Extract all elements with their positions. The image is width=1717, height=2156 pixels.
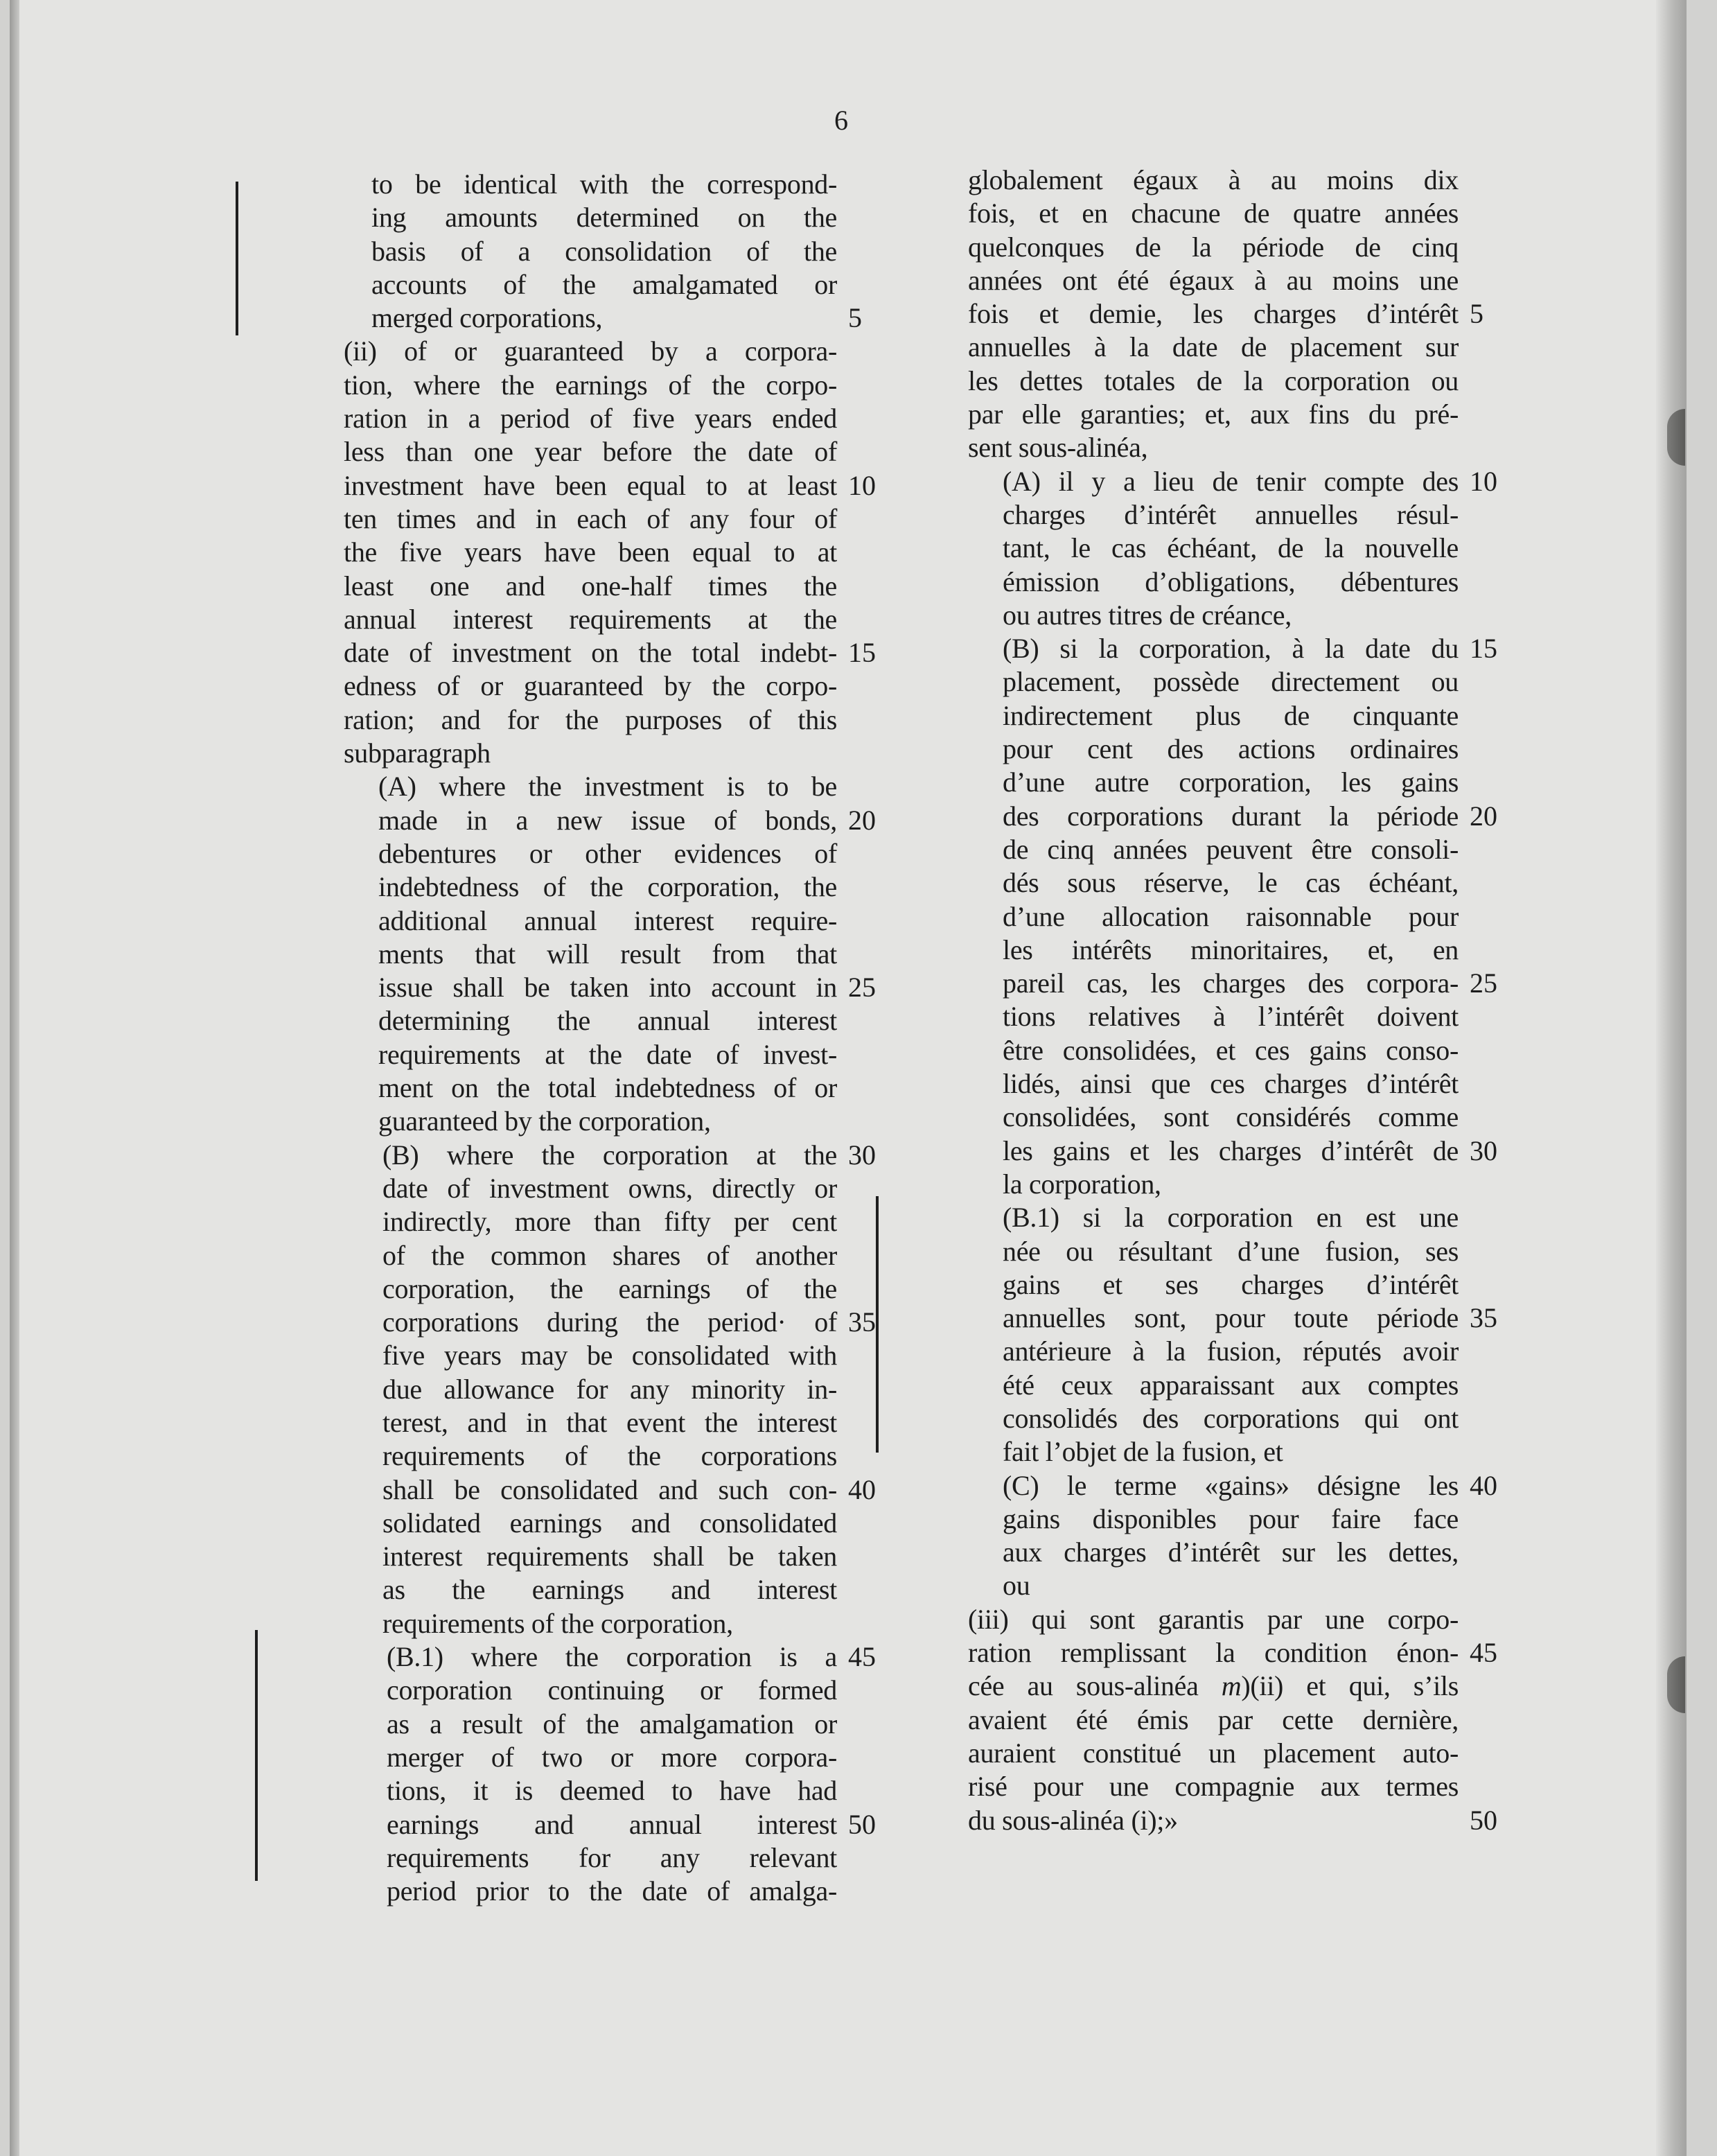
english-text-line: merged corporations, [371,302,603,334]
english-text-line: issue shall be taken into account in [378,972,837,1003]
french-text-line: du sous-alinéa (i);» [968,1804,1178,1836]
french-text-line: quelconques de la période de cinq [968,231,1459,263]
french-line-number: 5 [1470,298,1483,330]
english-text-line: ments that will result from that [378,938,837,970]
french-text-line: placement, possède directement ou [1003,666,1459,698]
revision-bar-left-top [236,182,238,335]
page-number: 6 [834,105,848,136]
english-text-line: ment on the total indebtedness of or [378,1072,837,1104]
english-line-number: 10 [848,469,876,501]
french-text-line: gains disponibles pour faire face [1003,1502,1459,1534]
french-text-line: d’une autre corporation, les gains [1003,766,1459,798]
english-text-line: solidated earnings and consolidated [382,1507,837,1539]
french-text-line: (iii) qui sont garantis par une corpo- [968,1603,1459,1635]
french-text-line: des corporations durant la période [1003,800,1459,832]
french-text-line: de cinq années peuvent être consoli- [1003,833,1459,865]
french-text-line: consolidés des corporations qui ont [1003,1402,1459,1434]
english-line-number: 30 [848,1139,876,1171]
english-line-number: 5 [848,302,862,334]
english-line-number: 45 [848,1641,876,1673]
french-text-line: ou autres titres de créance, [1003,599,1292,631]
english-line-number: 25 [848,972,876,1003]
french-text-line: fois, et en chacune de quatre années [968,198,1459,229]
french-line-number: 30 [1470,1134,1497,1166]
french-text-line: les gains et les charges d’intérêt de [1003,1134,1459,1166]
english-text-line: corporation, the earnings of the [382,1272,837,1304]
english-text-line: additional annual interest require- [378,904,837,936]
french-text-line: pour cent des actions ordinaires [1003,733,1459,765]
english-text-line: made in a new issue of bonds, [378,804,837,836]
french-text-line: avaient été émis par cette dernière, [968,1703,1459,1735]
french-text-line: lidés, ainsi que ces charges d’intérêt [1003,1068,1459,1100]
english-text-line: as the earnings and interest [382,1574,837,1606]
french-text-line: cée au sous-alinéa m)(ii) et qui, s’ils [968,1670,1459,1702]
punch-hole-top [1667,409,1685,466]
english-text-line: subparagraph [344,737,491,769]
french-line-number: 45 [1470,1637,1497,1669]
french-text-line: globalement égaux à au moins dix [968,164,1459,195]
french-text-line: charges d’intérêt annuelles résul- [1003,498,1459,530]
english-text-line: the five years have been equal to at [344,536,837,568]
french-line-number: 40 [1470,1469,1497,1501]
english-text-line: edness of or guaranteed by the corpo- [344,670,837,702]
english-text-line: corporations during the period· of [382,1306,837,1338]
english-text-line: (A) where the investment is to be [378,771,837,803]
document-page [10,0,1687,2156]
english-line-number: 40 [848,1473,876,1505]
french-text-line: par elle garanties; et, aux fins du pré- [968,398,1459,430]
french-line-number: 15 [1470,633,1497,665]
french-text-line: ration remplissant la condition énon- [968,1637,1459,1669]
english-text-line: indebtedness of the corporation, the [378,871,837,903]
english-line-number: 50 [848,1808,876,1840]
french-text-line: (B) si la corporation, à la date du [1003,633,1459,665]
english-text-line: requirements at the date of invest- [378,1038,837,1070]
french-text-line: les intérêts minoritaires, et, en [1003,934,1459,965]
french-text-line: sent sous-alinéa, [968,432,1148,464]
french-text-line: gains et ses charges d’intérêt [1003,1268,1459,1300]
french-text-line: pareil cas, les charges des corpora- [1003,967,1459,999]
english-text-line: basis of a consolidation of the [371,235,837,267]
english-text-line: (ii) of or guaranteed by a corpora- [344,335,837,367]
english-text-line: shall be consolidated and such con- [382,1473,837,1505]
english-text-line: debentures or other evidences of [378,837,837,869]
french-text-line: née ou résultant d’une fusion, ses [1003,1235,1459,1267]
french-text-line: tions relatives à l’intérêt doivent [1003,1001,1459,1033]
binder-edge [1656,0,1687,2156]
english-text-line: date of investment owns, directly or [382,1172,837,1204]
revision-bar-left-bottom [255,1630,258,1881]
french-text-line: indirectement plus de cinquante [1003,699,1459,731]
english-text-line: tion, where the earnings of the corpo- [344,369,837,401]
english-text-line: tions, it is deemed to have had [387,1775,837,1807]
french-text-line: risé pour une compagnie aux termes [968,1771,1459,1803]
french-line-number: 10 [1470,465,1497,497]
english-line-number: 35 [848,1306,876,1338]
french-text-line: années ont été égaux à au moins une [968,264,1459,296]
english-column [344,168,876,1908]
french-text-line: ou [1003,1570,1030,1602]
punch-hole-bottom [1667,1656,1685,1713]
page-edge-shadow [10,0,19,2156]
french-text-line: consolidées, sont considérés comme [1003,1101,1459,1133]
french-text-line: été ceux apparaissant aux comptes [1003,1369,1459,1401]
french-text-line: fait l’objet de la fusion, et [1003,1436,1283,1468]
french-text-line: antérieure à la fusion, réputés avoir [1003,1335,1459,1367]
english-text-line: interest requirements shall be taken [382,1541,837,1572]
french-text-line: les dettes totales de la corporation ou [968,365,1459,396]
french-text-line: (C) le terme «gains» désigne les [1003,1469,1459,1501]
english-text-line: ing amounts determined on the [371,202,837,234]
english-text-line: date of investment on the total indebt- [344,637,837,669]
english-text-line: investment have been equal to at least [344,469,837,501]
french-text-line: aux charges d’intérêt sur les dettes, [1003,1536,1459,1568]
english-text-line: ration; and for the purposes of this [344,703,837,735]
english-text-line: as a result of the amalgamation or [387,1708,837,1739]
english-text-line: guaranteed by the corporation, [378,1105,711,1137]
french-column [968,164,1497,1837]
french-line-number: 25 [1470,967,1497,999]
french-line-number: 20 [1470,800,1497,832]
english-text-line: period prior to the date of amalga- [387,1875,837,1907]
french-text-line: auraient constitué un placement auto- [968,1737,1459,1769]
english-text-line: (B) where the corporation at the [382,1139,837,1171]
english-text-line: least one and one-half times the [344,570,837,602]
french-text-line: (A) il y a lieu de tenir compte des [1003,465,1459,497]
english-text-line: earnings and annual interest [387,1808,837,1840]
english-text-line: indirectly, more than fifty per cent [382,1206,837,1238]
english-text-line: merger of two or more corpora- [387,1741,837,1773]
english-text-line: annual interest requirements at the [344,603,837,635]
french-text-line: d’une allocation raisonnable pour [1003,900,1459,932]
french-text-line: être consolidées, et ces gains conso- [1003,1034,1459,1066]
french-text-line: tant, le cas échéant, de la nouvelle [1003,532,1459,564]
english-text-line: less than one year before the date of [344,436,837,468]
english-text-line: requirements for any relevant [387,1841,837,1873]
french-text-line: annuelles sont, pour toute période [1003,1302,1459,1334]
english-text-line: accounts of the amalgamated or [371,268,837,300]
french-text-line: émission d’obligations, débentures [1003,566,1459,597]
french-text-line: fois et demie, les charges d’intérêt [968,298,1459,330]
english-text-line: terest, and in that event the interest [382,1406,837,1438]
english-text-line: (B.1) where the corporation is a [387,1641,837,1673]
english-text-line: to be identical with the correspond- [371,168,837,200]
english-text-line: five years may be consolidated with [382,1340,837,1371]
french-text-line: annuelles à la date de placement sur [968,331,1459,363]
english-text-line: corporation continuing or formed [387,1674,837,1706]
english-text-line: ten times and in each of any four of [344,502,837,534]
english-line-number: 20 [848,804,876,836]
english-text-line: due allowance for any minority in- [382,1373,837,1405]
english-text-line: requirements of the corporation, [382,1607,733,1639]
french-text-line: la corporation, [1003,1168,1161,1200]
french-text-line: dés sous réserve, le cas échéant, [1003,867,1459,899]
english-line-number: 15 [848,637,876,669]
french-line-number: 50 [1470,1804,1497,1836]
english-text-line: ration in a period of five years ended [344,403,837,435]
french-text-line: (B.1) si la corporation en est une [1003,1202,1459,1234]
english-text-line: determining the annual interest [378,1005,837,1037]
english-text-line: requirements of the corporations [382,1440,837,1472]
english-text-line: of the common shares of another [382,1239,837,1271]
french-line-number: 35 [1470,1302,1497,1334]
